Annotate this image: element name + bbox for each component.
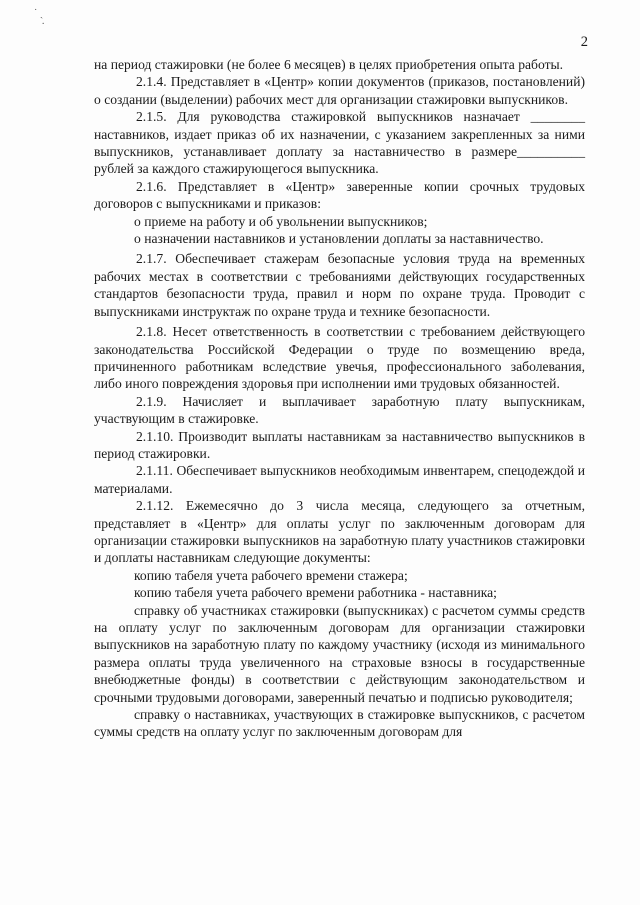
paragraph-2-1-9: 2.1.9. Начисляет и выплачивает заработную плату выпускникам, участвующим в стажировке. bbox=[94, 393, 585, 427]
paragraph-2-1-7: 2.1.7. Обеспечивает стажерам безопасные условия труда на временных рабочих местах в соответствии с требованиями действующих государственных стандартов безопасности труда, правил и норм по охране труда. Проводит с выпускниками инструктаж по охране труда и технике безопасности. bbox=[94, 251, 585, 319]
document-body bbox=[94, 56, 585, 741]
paragraph-2-1-5: 2.1.5. Для руководства стажировкой выпускников назначает ________ наставников, издает приказ об их назначении, с указанием закрепленных за ними выпускников, устанавливает доплату за наставничество в размере__________ рублей за каждого стажирующегося выпускника. bbox=[94, 109, 585, 177]
paragraph-2-1-8: 2.1.8. Несет ответственность в соответствии с требованием действующего законодательства Российской Федерации о труде по возмещению вреда, причиненного работникам вследствие увечья, профессионального заболевания, либо иного повреждения здоровья при исполнении ими трудовых обязанностей. bbox=[94, 324, 585, 392]
page-number: 2 bbox=[580, 34, 588, 50]
paragraph-2-1-12: 2.1.12. Ежемесячно до 3 числа месяца, следующего за отчетным, представляет в «Центр» для оплаты услуг по заключенным договорам для организации стажировки выпускников на заработную плату участников стажировки и доплаты наставникам следующие документы: bbox=[94, 498, 585, 566]
list-item-intern-timesheet: копию табеля учета рабочего времени стажера; bbox=[134, 567, 408, 583]
paragraph-2-1-4: 2.1.4. Представляет в «Центр» копии документов (приказов, постановлений) о создании (выделении) рабочих мест для организации стажировки выпускников. bbox=[94, 74, 585, 107]
list-item-hiring: о приеме на работу и об увольнении выпускников; bbox=[134, 213, 428, 229]
paragraph-2-1-6: 2.1.6. Представляет в «Центр» заверенные копии срочных трудовых договоров с выпускниками и приказов: bbox=[94, 178, 585, 212]
list-item-mentor-timesheet: копию табеля учета рабочего времени работника - наставника; bbox=[134, 585, 497, 601]
scan-marks: ˙ ˏ · bbox=[34, 8, 45, 30]
list-item-mentors-certificate: справку о наставниках, участвующих в стажировке выпускников, с расчетом суммы средств на оплату услуг по заключенным договорам для bbox=[94, 707, 585, 740]
paragraph-2-1-11: 2.1.11. Обеспечивает выпускников необходимым инвентарем, спецодеждой и материалами. bbox=[94, 463, 585, 496]
paragraph-continuation: на период стажировки (не более 6 месяцев) в целях приобретения опыта работы. bbox=[94, 57, 564, 72]
list-item-participants-certificate: справку об участниках стажировки (выпускниках) с расчетом суммы средств на оплату услуг по заключенным договорам для организации стажировки выпускников на заработную плату по каждому участнику (исходя из минимального размера оплаты труда увеличенного на страховые взносы в государственные внебюджетные фонды) в соответствии с действующим законодательством и срочными трудовыми договорами, заверенный печатью и подписью руководителя; bbox=[94, 602, 585, 705]
list-item-mentors: о назначении наставников и установлении доплаты за наставничество. bbox=[134, 231, 544, 247]
paragraph-2-1-10: 2.1.10. Производит выплаты наставникам за наставничество выпускников в период стажировки. bbox=[94, 428, 585, 461]
